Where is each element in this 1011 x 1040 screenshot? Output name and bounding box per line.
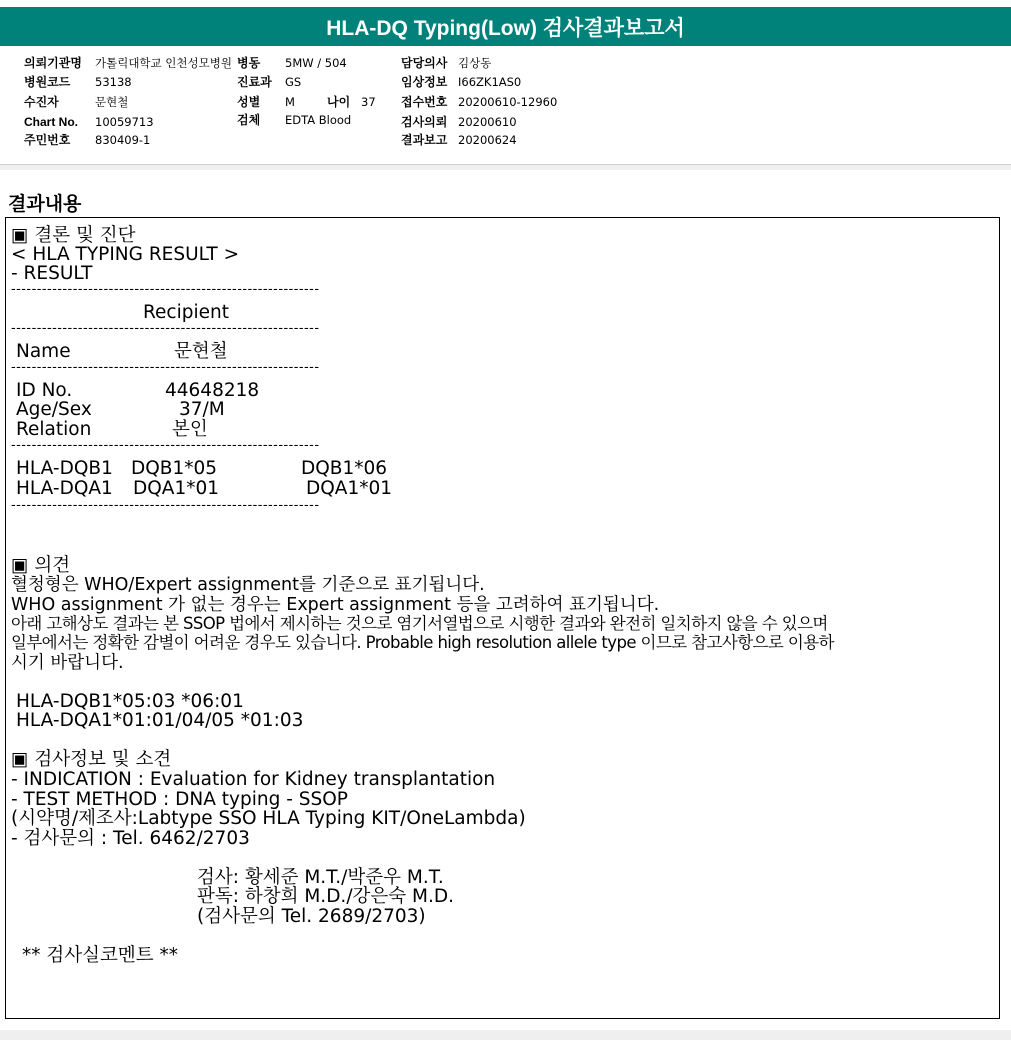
hospital-code-value: 53138: [95, 75, 132, 89]
high-res-line: HLA-DQA1*01:01/04/05 *01:03: [16, 710, 304, 731]
signature-line: 판독: 하창희 M.D./강은숙 M.D.: [197, 886, 455, 907]
receipt-no-value: 20200610-12960: [458, 95, 558, 109]
name-label: Name: [16, 341, 71, 362]
high-res-line: HLA-DQB1*05:03 *06:01: [16, 691, 244, 712]
clinical-info-value: I66ZK1AS0: [458, 75, 522, 89]
dqa1-allele-1: DQA1*01: [133, 478, 220, 499]
physician-label: 담당의사: [401, 56, 448, 70]
specimen-label: 검체: [237, 113, 261, 127]
top-strip: [0, 0, 1011, 7]
chart-no-label: Chart No.: [24, 115, 78, 129]
institution-label: 의뢰기관명: [24, 56, 82, 70]
signature-line: 검사: 황세준 M.T./박준우 M.T.: [197, 867, 444, 888]
receipt-no-label: 접수번호: [401, 95, 448, 109]
relation-label: Relation: [16, 419, 92, 440]
report-title: HLA-DQ Typing(Low) 검사결과보고서: [326, 16, 685, 40]
ward-label: 병동: [237, 56, 261, 70]
report-box: [5, 217, 1000, 1019]
signature-line: (검사문의 Tel. 2689/2703): [197, 906, 426, 927]
agesex-label: Age/Sex: [16, 399, 92, 420]
dqa1-locus: HLA-DQA1: [16, 478, 113, 499]
relation-value: 본인: [172, 419, 208, 440]
dqa1-allele-2: DQA1*01: [306, 478, 393, 499]
info-line: - INDICATION : Evaluation for Kidney transplantation: [11, 769, 496, 790]
sex-value: M: [285, 95, 295, 109]
bottom-strip: [0, 1030, 1011, 1040]
result-content: [0, 170, 1011, 1030]
info-line: (시약명/제조사:Labtype SSO HLA Typing KIT/OneLambda): [11, 808, 526, 829]
report-date-value: 20200624: [458, 133, 517, 147]
specimen-value: EDTA Blood: [285, 113, 352, 127]
dqb1-allele-2: DQB1*06: [301, 458, 388, 479]
patient-value: 문현철: [95, 95, 129, 109]
dqb1-locus: HLA-DQB1: [16, 458, 113, 479]
chart-no-value: 10059713: [95, 115, 154, 129]
divider-1: ------------------------------------------------------------: [11, 282, 320, 297]
hospital-code-label: 병원코드: [24, 75, 71, 89]
report-title-bar: [0, 7, 1011, 46]
opinion-line: WHO assignment 가 없는 경우는 Expert assignment 등을 고려하여 표기됩니다.: [11, 595, 660, 615]
ward-value: 5MW / 504: [285, 56, 347, 70]
info-line: - TEST METHOD : DNA typing - SSOP: [11, 789, 348, 810]
id-label: ID No.: [16, 380, 73, 401]
agesex-value: 37/M: [179, 399, 225, 420]
age-label: 나이: [327, 95, 351, 109]
divider-5: ------------------------------------------------------------: [11, 498, 320, 513]
result-label: - RESULT: [11, 263, 93, 284]
request-date-value: 20200610: [458, 115, 517, 129]
divider-3: ------------------------------------------------------------: [11, 360, 320, 375]
conclusion-heading: ▣ 결론 및 진단: [11, 225, 136, 246]
resident-no-label: 주민번호: [24, 133, 71, 147]
id-value: 44648218: [165, 380, 260, 401]
patient-label: 수진자: [24, 95, 59, 109]
opinion-line: 시기 바랍니다.: [11, 653, 124, 673]
name-value: 문현철: [174, 341, 228, 362]
age-value: 37: [361, 95, 376, 109]
request-date-label: 검사의뢰: [401, 115, 448, 129]
department-label: 진료과: [237, 75, 272, 89]
opinion-line: 혈청형은 WHO/Expert assignment를 기준으로 표기됩니다.: [11, 575, 485, 595]
recipient-label: Recipient: [143, 302, 229, 323]
sex-label: 성별: [237, 95, 261, 109]
result-title: < HLA TYPING RESULT >: [11, 244, 240, 265]
opinion-line: 일부에서는 정확한 감별이 어려운 경우도 있습니다. Probable high resolution allele type 이므로 참고사항으로 이용하: [11, 633, 834, 652]
report-header-info: [0, 46, 1011, 165]
opinion-line: 아래 고해상도 결과는 본 SSOP 법에서 제시하는 것으로 염기서열법으로 시행한 결과와 완전히 일치하지 않을 수 있으며: [11, 614, 828, 633]
physician-value: 김상동: [458, 56, 492, 70]
department-value: GS: [285, 75, 302, 89]
info-heading: ▣ 검사정보 및 소견: [11, 749, 172, 770]
divider-4: ------------------------------------------------------------: [11, 438, 320, 453]
divider-2: ------------------------------------------------------------: [11, 321, 320, 336]
lab-comment: ** 검사실코멘트 **: [22, 945, 178, 966]
opinion-heading: ▣ 의견: [11, 555, 71, 576]
info-line: - 검사문의 : Tel. 6462/2703: [11, 828, 250, 849]
dqb1-allele-1: DQB1*05: [131, 458, 218, 479]
institution-value: 가톨릭대학교 인천성모병원: [95, 56, 232, 70]
report-date-label: 결과보고: [401, 133, 448, 147]
section-heading: 결과내용: [8, 194, 82, 215]
resident-no-value: 830409-1: [95, 133, 151, 147]
clinical-info-label: 임상정보: [401, 75, 448, 89]
